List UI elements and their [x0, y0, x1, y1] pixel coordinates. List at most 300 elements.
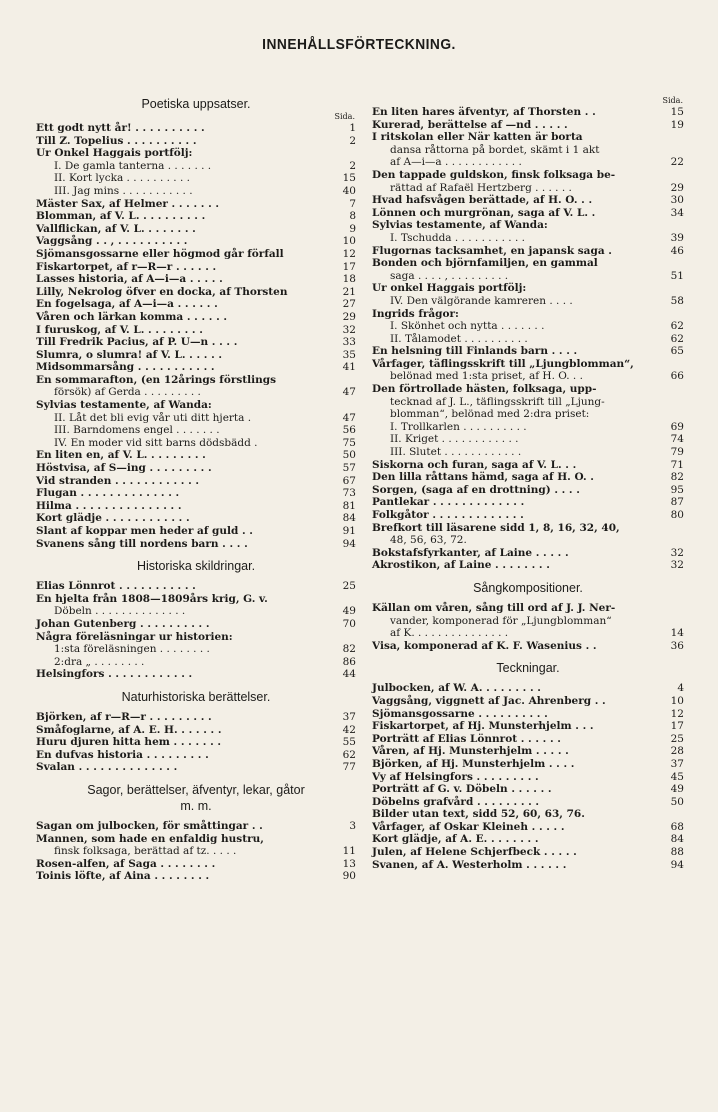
- page-number: 36: [670, 639, 684, 652]
- page-number: 12: [342, 247, 356, 260]
- toc-entry: [372, 758, 684, 771]
- entry-title: Slumra, o slumra! af V. L. . . . . .: [36, 348, 223, 361]
- toc-entry: [36, 298, 356, 311]
- page-number: 80: [670, 509, 684, 521]
- toc-entry: [372, 370, 684, 383]
- entry-title: Vy af Helsingfors . . . . . . . . .: [372, 770, 539, 783]
- toc-entry: [372, 156, 684, 169]
- page-number: 75: [342, 436, 356, 449]
- toc-entry: [36, 172, 356, 185]
- entry-title: Bilder utan text, sidd 52, 60, 63, 76.: [372, 808, 585, 821]
- entry-title: Svalan . . . . . . . . . . . . . .: [36, 761, 178, 774]
- page-number: 32: [670, 546, 684, 559]
- entry-title: rättad af Rafaël Hertzberg . . . . . .: [390, 181, 572, 194]
- entry-title: vander, komponerad för „Ljungblomman“: [390, 614, 612, 627]
- toc-entry: [372, 846, 684, 859]
- entry-title: saga . . . . , . . . . . . . . .: [390, 269, 509, 282]
- entry-title: En helsning till Finlands barn . . . .: [372, 345, 578, 358]
- toc-entry: [36, 336, 356, 349]
- entry-title: III. Slutet . . . . . . . . . . . .: [390, 446, 522, 459]
- toc-entry: [36, 761, 356, 774]
- page-number: 29: [670, 181, 684, 194]
- toc-entry: [36, 525, 356, 538]
- right-column: [372, 96, 684, 871]
- entry-title: Bonden och björnfamiljen, en gammal: [372, 257, 598, 270]
- page-number: 14: [670, 627, 684, 640]
- entry-title: Döbelns grafvård . . . . . . . . .: [372, 795, 540, 808]
- toc-entry: [372, 194, 684, 207]
- toc-entry: [372, 602, 684, 615]
- entry-title: En liten hares äfventyr, af Thorsten . .: [372, 106, 596, 118]
- toc-entry: [372, 421, 684, 434]
- page-number: 28: [670, 745, 684, 758]
- toc-entry: [372, 106, 684, 119]
- entry-title: En liten en, af V. L. . . . . . . . .: [36, 449, 206, 462]
- page-number: 10: [342, 235, 356, 248]
- toc-entry: [36, 870, 356, 883]
- entry-title: Slant af koppar men heder af guld . .: [36, 525, 253, 537]
- entry-title: Ur Onkel Haggais portfölj:: [36, 147, 193, 160]
- section-heading: Sångkompositioner.: [473, 580, 583, 595]
- page-number: 74: [670, 433, 684, 446]
- entry-title: Ur onkel Haggais portfölj:: [372, 282, 527, 295]
- toc-entry: [36, 820, 356, 833]
- page-number: 87: [670, 496, 684, 509]
- entry-title: Hvad hafsvågen berättade, af H. O. . .: [372, 194, 593, 207]
- entry-title: 1:sta föreläsningen . . . . . . . .: [54, 643, 210, 656]
- toc-entry: [372, 496, 684, 509]
- entry-title: Rosen-alfen, af Saga . . . . . . . .: [36, 857, 216, 870]
- toc-entry: [36, 122, 356, 135]
- entry-title: Huru djuren hitta hem . . . . . . .: [36, 736, 222, 749]
- entry-title: af K. . . . . . . . . . . . . . .: [390, 627, 509, 640]
- toc-entry: [36, 235, 356, 248]
- toc-entry: [36, 605, 356, 618]
- toc-entry: [372, 333, 684, 346]
- entry-title: Julen, af Helene Schjerfbeck . . . . .: [372, 846, 577, 859]
- entry-title: IV. En moder vid sitt barns dödsbädd .: [54, 436, 258, 449]
- toc-entry: [36, 858, 356, 871]
- entry-title: Blomman, af V. L. . . . . . . . . .: [36, 210, 206, 223]
- page-number: 4: [677, 682, 684, 695]
- toc-entry: [372, 232, 684, 245]
- page-number: 22: [670, 156, 684, 169]
- entry-title: tecknad af J. L., täflingsskrift till „Ljung-: [390, 395, 605, 408]
- page-number: 86: [342, 655, 356, 668]
- entry-title: Fiskartorpet, af r—R—r . . . . . .: [36, 260, 217, 273]
- toc-entry: [36, 475, 356, 488]
- page-number: 2: [349, 134, 356, 147]
- page-number: 94: [342, 537, 356, 550]
- toc-entry: [372, 169, 684, 182]
- toc-entry: [372, 522, 684, 535]
- entry-title: Elias Lönnrot . . . . . . . . . . .: [36, 580, 196, 593]
- section-gap: [372, 572, 684, 580]
- toc-entry: [372, 270, 684, 283]
- entry-title: Siskorna och furan, saga af V. L. . .: [372, 458, 577, 471]
- page-column-label: Sida.: [662, 96, 683, 105]
- page-number: 81: [342, 499, 356, 512]
- entry-title: Midsommarsång . . . . . . . . . . .: [36, 361, 215, 374]
- entry-title: III. Jag mins . . . . . . . . . . .: [54, 184, 193, 197]
- entry-title: I. Trollkarlen . . . . . . . . . .: [390, 420, 527, 433]
- page-number: 79: [670, 446, 684, 459]
- page-number: 56: [342, 424, 356, 437]
- page-number: 47: [342, 386, 356, 399]
- page-number: 49: [670, 783, 684, 796]
- toc-entry: [372, 358, 684, 371]
- entry-title: Sjömansgossarne . . . . . . . . . .: [372, 707, 548, 720]
- toc-entry: [36, 273, 356, 286]
- section-heading: Historiska skildringar.: [136, 559, 256, 574]
- toc-entry: [372, 682, 684, 695]
- page-number: 82: [670, 471, 684, 484]
- toc-entry: [36, 449, 356, 462]
- page-number: 15: [342, 172, 356, 185]
- entry-title: Våren, af Hj. Munsterhjelm . . . . .: [372, 745, 569, 758]
- entry-title: Bokstafsfyrkanter, af Laine . . . . .: [372, 546, 569, 559]
- entry-title: Vaggsång, viggnett af Jac. Ahrenberg . .: [372, 694, 606, 707]
- entry-title: Porträtt af Elias Lönnrot . . . . . .: [372, 732, 561, 745]
- entry-title: II. Kort lycka . . . . . . . . . .: [54, 172, 190, 185]
- entry-title: Kort glädje, af A. E. . . . . . . .: [372, 833, 539, 846]
- entry-title: Vårfager, af Oskar Kleineh . . . . .: [372, 820, 565, 833]
- page-number: 68: [670, 820, 684, 833]
- page-number: 35: [342, 348, 356, 361]
- toc-entry: [372, 733, 684, 746]
- page-number: 33: [342, 336, 356, 349]
- toc-entry: [36, 643, 356, 656]
- toc-entry: [36, 160, 356, 173]
- toc-entry: [36, 618, 356, 631]
- toc-entry: [36, 711, 356, 724]
- page-title: INNEHÅLLSFÖRTECKNING.: [262, 36, 456, 53]
- page-number: 67: [342, 474, 356, 487]
- page-number: 77: [342, 761, 356, 774]
- toc-entry: [36, 361, 356, 374]
- entry-title: belönad med 1:sta priset, af H. O. . .: [390, 370, 583, 383]
- page-number: 18: [342, 273, 356, 286]
- toc-entry: [36, 147, 356, 160]
- entry-title: Kort glädje . . . . . . . . . . . .: [36, 512, 190, 525]
- page-number: 71: [670, 458, 684, 471]
- page-number: 13: [342, 857, 356, 870]
- entry-title: Visa, komponerad af K. F. Wasenius . .: [372, 639, 597, 652]
- entry-title: Vallflickan, af V. L. . . . . . . .: [36, 222, 196, 235]
- toc-entry: [372, 627, 684, 640]
- entry-title: Porträtt af G. v. Döbeln . . . . . .: [372, 783, 552, 796]
- entry-title: Till Z. Topelius . . . . . . . . . .: [36, 134, 197, 147]
- toc-entry: [36, 210, 356, 223]
- page-number: 90: [342, 870, 356, 883]
- entry-title: Sylvias testamente, af Wanda:: [36, 399, 212, 412]
- toc-entry: [36, 845, 356, 858]
- entry-title: Några föreläsningar ur historien:: [36, 630, 233, 643]
- toc-entry: [372, 783, 684, 796]
- entry-title: Ett godt nytt år! . . . . . . . . . .: [36, 122, 205, 134]
- entry-title: En sommarafton, (en 12årings förstlings: [36, 373, 276, 386]
- page-number: 73: [342, 487, 356, 500]
- toc-entry: [372, 282, 684, 295]
- section-heading: Poetiska uppsatser.: [141, 97, 251, 111]
- entry-title: I. De gamla tanterna . . . . . . .: [54, 159, 212, 172]
- toc-entry: [372, 131, 684, 144]
- toc-entry: [372, 771, 684, 784]
- entry-title: Döbeln . . . . . . . . . . . . . .: [54, 605, 186, 618]
- entry-title: II. Låt det bli evig vår uti ditt hjerta .: [54, 411, 252, 424]
- page-number: 50: [670, 795, 684, 808]
- page-number: 32: [342, 323, 356, 336]
- entry-title: Björken, af Hj. Munsterhjelm . . . .: [372, 757, 575, 770]
- page-number: 51: [670, 269, 684, 282]
- toc-entry: [372, 308, 684, 321]
- page-number: 30: [670, 194, 684, 207]
- page-number: 21: [342, 285, 356, 298]
- entry-title: försök) af Gerda . . . . . . . . .: [54, 386, 201, 399]
- page-number: 42: [342, 723, 356, 736]
- page-number: 2: [349, 159, 356, 172]
- page-number: 40: [342, 184, 356, 197]
- page-number: 47: [342, 411, 356, 424]
- toc-entry: [36, 724, 356, 737]
- entry-title: En fogelsaga, af A—i—a . . . . . .: [36, 298, 218, 311]
- entry-title: Brefkort till läsarene sidd 1, 8, 16, 32, 40,: [372, 521, 620, 534]
- page-column-label: Sida.: [334, 112, 355, 121]
- page-number: 29: [342, 310, 356, 323]
- section-gap: [372, 652, 684, 660]
- page-number: 55: [342, 736, 356, 749]
- toc-entry: [372, 796, 684, 809]
- entry-title: 48, 56, 63, 72.: [390, 534, 467, 547]
- page-number: 45: [670, 770, 684, 783]
- entry-title: af A—i—a . . . . . . . . . . . .: [390, 156, 522, 169]
- toc-entry: [36, 538, 356, 551]
- page-number: 34: [670, 206, 684, 219]
- page-number: 12: [670, 707, 684, 720]
- entry-title: I furuskog, af V. L. . . . . . . . .: [36, 323, 203, 336]
- toc-entry: [372, 859, 684, 872]
- toc-entry: [372, 144, 684, 157]
- toc-entry: [372, 245, 684, 258]
- page-number: 7: [349, 197, 356, 210]
- toc-entry: [36, 631, 356, 644]
- entry-title: Vårfager, täflingsskrift till „Ljungblomman“,: [372, 357, 634, 370]
- toc-entry: [372, 509, 684, 522]
- toc-entry: [372, 345, 684, 358]
- entry-title: Mäster Sax, af Helmer . . . . . . .: [36, 197, 220, 210]
- toc-entry: [372, 471, 684, 484]
- toc-entry: [36, 185, 356, 198]
- toc-entry: [36, 349, 356, 362]
- toc-entry: [372, 484, 684, 497]
- entry-title: Akrostikon, af Laine . . . . . . . .: [372, 559, 550, 572]
- toc-entry: [372, 559, 684, 572]
- toc-entry: [36, 198, 356, 211]
- entry-title: En dufvas historia . . . . . . . . .: [36, 748, 209, 761]
- left-column: [36, 96, 356, 883]
- page-number: 1: [349, 122, 356, 134]
- toc-entry: [372, 640, 684, 653]
- entry-title: I ritskolan eller När katten är borta: [372, 131, 583, 144]
- entry-title: Flugan . . . . . . . . . . . . . .: [36, 487, 180, 500]
- page-number: 66: [670, 370, 684, 383]
- toc-entry: [36, 399, 356, 412]
- page-number: 62: [670, 332, 684, 345]
- toc-entry: [36, 311, 356, 324]
- toc-entry: [36, 223, 356, 236]
- page-number: 10: [670, 694, 684, 707]
- entry-title: Våren och lärkan komma . . . . . .: [36, 310, 228, 323]
- toc-entry: [36, 386, 356, 399]
- entry-title: Lasses historia, af A—i—a . . . . .: [36, 273, 223, 286]
- entry-title: Folkgåtor . . . . . . . . . . . . .: [372, 509, 524, 521]
- entry-title: Höstvisa, af S—ing . . . . . . . . .: [36, 462, 212, 475]
- page-number: 65: [670, 345, 684, 358]
- page-number: 84: [670, 833, 684, 846]
- entry-title: Julbocken, af W. A. . . . . . . . .: [372, 682, 541, 695]
- page-number: 82: [342, 643, 356, 656]
- page-number: 25: [342, 580, 356, 593]
- page-number: 25: [670, 732, 684, 745]
- entry-title: Vaggsång . . , . . . . . . . . . .: [36, 235, 188, 248]
- entry-title: Ingrids frågor:: [372, 307, 459, 320]
- page-number: 8: [349, 210, 356, 223]
- toc-entry: [36, 736, 356, 749]
- page-number: 46: [670, 244, 684, 257]
- page-number: 17: [342, 260, 356, 273]
- toc-entry: [36, 248, 356, 261]
- toc-entry: [372, 119, 684, 132]
- toc-entry: [36, 656, 356, 669]
- entry-title: Lönnen och murgrönan, saga af V. L. .: [372, 206, 596, 219]
- page-number: 84: [342, 512, 356, 525]
- entry-title: Toinis löfte, af Aina . . . . . . . .: [36, 870, 210, 883]
- section-gap: [36, 550, 356, 558]
- page-number: 91: [342, 525, 356, 537]
- toc-entry: [372, 821, 684, 834]
- entry-title: Den tappade guldskon, finsk folksaga be-: [372, 168, 616, 181]
- entry-title: Björken, af r—R—r . . . . . . . . .: [36, 710, 212, 723]
- toc-entry: [36, 412, 356, 425]
- entry-title: Mannen, som hade en enfaldig hustru,: [36, 832, 264, 845]
- page-number: 17: [670, 720, 684, 733]
- section-heading: Teckningar.: [496, 661, 560, 676]
- toc-entry: [36, 593, 356, 606]
- toc-entry: [36, 261, 356, 274]
- toc-entry: [372, 459, 684, 472]
- entry-title: II. Kriget . . . . . . . . . . . .: [390, 433, 519, 446]
- section-heading: Naturhistoriska berättelser.: [121, 689, 271, 704]
- entry-title: Helsingfors . . . . . . . . . . . .: [36, 668, 193, 681]
- toc-entry: [36, 500, 356, 513]
- entry-title: Flugornas tacksamhet, en japansk saga .: [372, 244, 612, 257]
- toc-entry: [372, 257, 684, 270]
- page-number: 58: [670, 294, 684, 307]
- entry-title: Lilly, Nekrolog öfver en docka, af Thorsten: [36, 285, 288, 298]
- entry-title: Johan Gutenberg . . . . . . . . . .: [36, 617, 210, 630]
- entry-title: Till Fredrik Pacius, af P. U—n . . . .: [36, 336, 238, 349]
- entry-title: Fiskartorpet, af Hj. Munsterhjelm . . .: [372, 720, 594, 733]
- page-number: 88: [670, 846, 684, 859]
- entry-title: Källan om våren, sång till ord af J. J. Ner-: [372, 601, 616, 614]
- entry-title: 2:dra „ . . . . . . . .: [54, 655, 145, 668]
- entry-title: Sylvias testamente, af Wanda:: [372, 219, 548, 232]
- page-number: 11: [342, 845, 356, 858]
- page-number: 32: [670, 559, 684, 572]
- entry-title: Hilma . . . . . . . . . . . . . . .: [36, 499, 182, 512]
- page-number: 41: [342, 361, 356, 374]
- entry-title: En hjelta från 1808—1809års krig, G. v.: [36, 592, 268, 605]
- page-number: 57: [342, 462, 356, 475]
- page-number: 19: [670, 118, 684, 131]
- toc-entry: [372, 396, 684, 409]
- entry-title: Svanens sång till nordens barn . . . .: [36, 537, 248, 550]
- section-heading-continued: m. m.: [180, 798, 212, 813]
- toc-entry: [36, 580, 356, 593]
- entry-title: Den lilla råttans hämd, saga af H. O. .: [372, 471, 594, 484]
- toc-entry: [36, 833, 356, 846]
- page-number: 44: [342, 668, 356, 681]
- page-number: 95: [670, 483, 684, 496]
- page-number: 9: [349, 222, 356, 235]
- entry-title: Kurerad, berättelse af —nd . . . . .: [372, 118, 568, 131]
- toc-entry: [372, 720, 684, 733]
- entry-title: II. Tålamodet . . . . . . . . . .: [390, 332, 528, 345]
- page-number: 62: [670, 320, 684, 333]
- entry-title: I. Skönhet och nytta . . . . . . .: [390, 320, 545, 333]
- toc-entry: [372, 833, 684, 846]
- entry-title: blomman“, belönad med 2:dra priset:: [390, 408, 590, 421]
- page-number: 62: [342, 748, 356, 761]
- toc-entry: [36, 374, 356, 387]
- page-number: 70: [342, 617, 356, 630]
- entry-title: Sjömansgossarne eller högmod går förfall: [36, 247, 284, 260]
- toc-entry: [372, 182, 684, 195]
- toc-entry: [36, 135, 356, 148]
- entry-title: III. Barndomens engel . . . . . . .: [54, 424, 220, 437]
- toc-entry: [36, 749, 356, 762]
- page-number: 49: [342, 605, 356, 618]
- toc-entry: [36, 668, 356, 681]
- toc-entry: [372, 383, 684, 396]
- toc-entry: [36, 286, 356, 299]
- entry-title: IV. Den välgörande kamreren . . . .: [390, 294, 573, 307]
- page-number: 27: [342, 298, 356, 311]
- entry-title: Sorgen, (saga af en drottning) . . . .: [372, 483, 580, 496]
- page-number: 37: [342, 710, 356, 723]
- section-heading: Sagor, berättelser, äfventyr, lekar, gåtor: [87, 782, 305, 797]
- entry-title: I. Tschudda . . . . . . . . . . .: [390, 231, 525, 244]
- toc-entry: [36, 424, 356, 437]
- toc-entry: [372, 446, 684, 459]
- page-number: 3: [349, 819, 356, 832]
- entry-title: dansa råttorna på bordet, skämt i 1 akt: [390, 143, 600, 156]
- toc-entry: [36, 462, 356, 475]
- entry-title: Vid stranden . . . . . . . . . . . .: [36, 474, 200, 487]
- toc-entry: [372, 708, 684, 721]
- toc-entry: [372, 615, 684, 628]
- page-number: 39: [670, 231, 684, 244]
- entry-title: finsk folksaga, berättad af tz. . . . .: [54, 845, 237, 858]
- entry-title: Den förtrollade hästen, folksaga, upp-: [372, 383, 597, 396]
- section-gap: [36, 681, 356, 689]
- toc-entry: [372, 295, 684, 308]
- toc-entry: [36, 487, 356, 500]
- section-gap: [36, 774, 356, 782]
- toc-entry: [372, 547, 684, 560]
- entry-title: Småfoglarne, af A. E. H. . . . . . .: [36, 723, 222, 736]
- toc-entry: [372, 534, 684, 547]
